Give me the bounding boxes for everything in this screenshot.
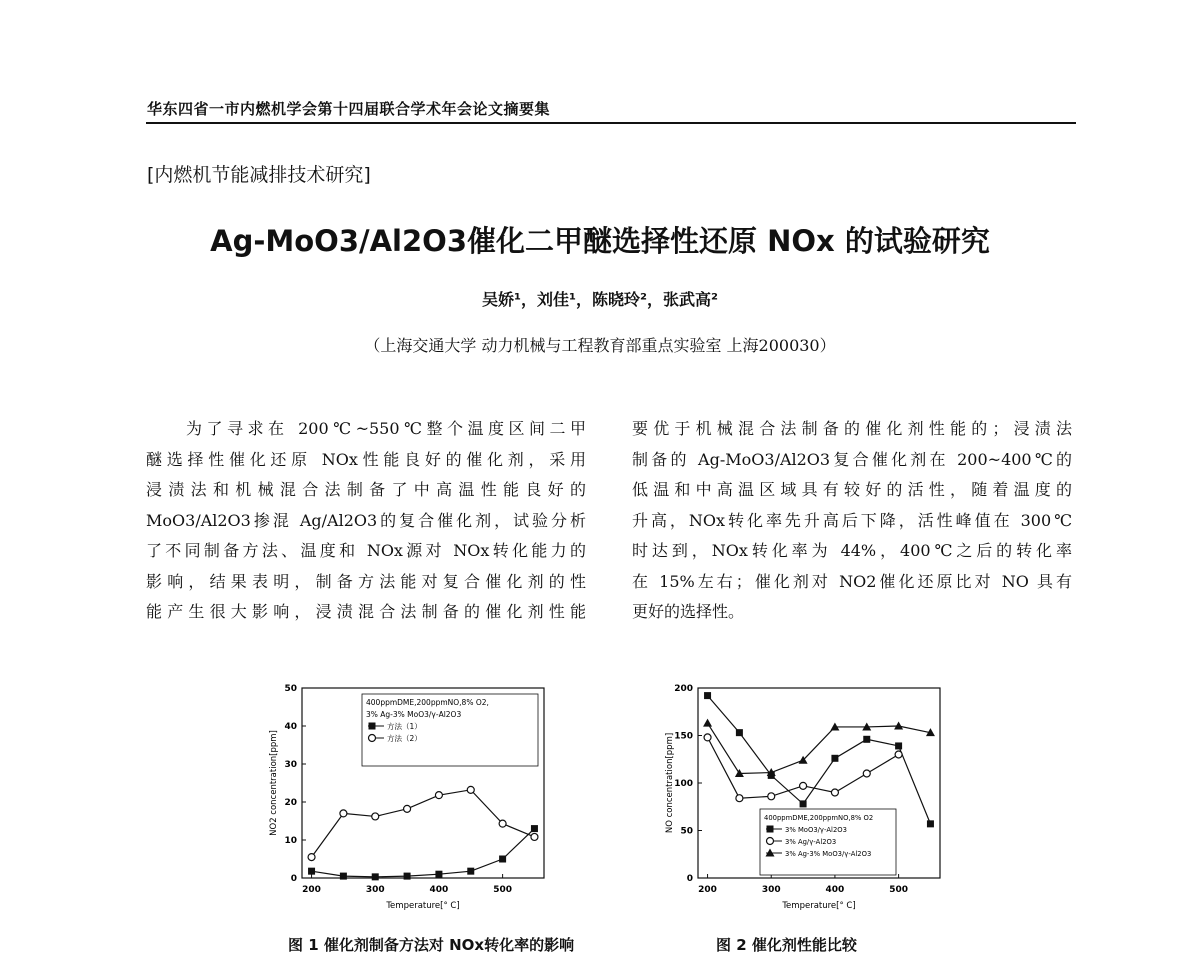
data-point-series-2 (736, 795, 743, 802)
legend-marker (369, 735, 376, 742)
authors: 吴娇¹，刘佳¹，陈晓玲²，张武高² (481, 290, 719, 309)
figure-2-caption: 图 2 催化剂性能比较 (716, 936, 857, 954)
header-rule (146, 122, 1076, 124)
data-point-series-2 (831, 789, 838, 796)
abstract-left-column (146, 414, 586, 628)
data-point-series-2 (895, 751, 902, 758)
x-tick-label: 300 (761, 885, 781, 895)
abstract-line: 要优于机械混合法制备的催化剂性能的；浸渍法 (632, 419, 1072, 438)
data-point-series-1 (435, 871, 442, 878)
abstract-line: 更好的选择性。 (632, 602, 745, 621)
affiliation: （上海交通大学 动力机械与工程教育部重点实验室 上海200030） (364, 336, 836, 355)
data-point-series-3 (703, 719, 712, 727)
data-point-series-1 (499, 856, 506, 863)
x-tick-label: 500 (493, 885, 513, 895)
data-point-series-2 (435, 792, 442, 799)
y-tick-label: 0 (686, 874, 693, 884)
data-point-series-1 (895, 742, 902, 749)
y-tick-label: 20 (284, 798, 297, 808)
series-line-1 (708, 696, 931, 824)
y-tick-label: 10 (284, 836, 297, 846)
data-point-series-2 (704, 734, 711, 741)
legend-entry: 3% MoO3/γ-Al2O3 (785, 826, 847, 834)
abstract-right-column (632, 414, 1072, 628)
y-tick-label: 150 (674, 731, 693, 742)
abstract-line: 浸渍法和机械混合法制备了中高温性能良好的 (146, 480, 586, 499)
data-point-series-2 (372, 813, 379, 820)
running-head: 华东四省一市内燃机学会第十四届联合学术年会论文摘要集 (147, 100, 551, 118)
y-tick-label: 100 (674, 779, 693, 789)
data-point-series-1 (308, 868, 315, 875)
data-point-series-1 (531, 825, 538, 832)
data-point-series-2 (340, 810, 347, 817)
data-point-series-1 (404, 873, 411, 880)
data-point-series-1 (736, 729, 743, 736)
legend-entry: 3% Ag-3% MoO3/γ-Al2O3 (785, 850, 872, 858)
abstract-line: 影响，结果表明，制备方法能对复合催化剂的性 (146, 571, 586, 591)
data-point-series-1 (340, 873, 347, 880)
y-tick-label: 0 (290, 874, 297, 884)
legend-title: 400ppmDME,200ppmNO,8% O2 (764, 814, 874, 822)
abstract-line: 醚选择性催化还原 NOx性能良好的催化剂，采用 (146, 449, 586, 469)
data-point-series-1 (800, 800, 807, 807)
data-point-series-1 (927, 820, 934, 827)
y-axis-label: NO concentration[ppm] (665, 732, 675, 834)
y-axis-label: NO2 concentration[ppm] (269, 730, 279, 836)
x-tick-label: 200 (698, 885, 717, 895)
data-point-series-1 (372, 873, 379, 880)
x-tick-label: 300 (365, 885, 385, 895)
data-point-series-2 (800, 782, 807, 789)
legend-title: 400ppmDME,200ppmNO,8% O2, (366, 698, 489, 707)
abstract-line: 为了寻求在 200℃~550℃整个温度区间二甲 (186, 419, 586, 438)
y-tick-label: 50 (680, 826, 693, 837)
data-point-series-2 (863, 770, 870, 777)
x-tick-label: 200 (302, 885, 321, 895)
legend-entry: 3% Ag/γ-Al2O3 (785, 838, 837, 846)
data-point-series-2 (499, 820, 506, 827)
figure-2-chart (652, 678, 952, 918)
x-axis-label: Temperature[° C] (782, 901, 856, 911)
y-tick-label: 30 (284, 760, 297, 770)
x-tick-label: 500 (889, 885, 909, 895)
data-point-series-1 (831, 755, 838, 762)
y-tick-label: 40 (284, 722, 297, 732)
abstract-line: 时达到，NOx转化率为 44%，400℃之后的转化率 (632, 541, 1072, 560)
abstract-line: 在 15%左右；催化剂对 NO2催化还原比对 NO 具有 (632, 571, 1072, 591)
data-point-series-2 (531, 833, 538, 840)
data-point-series-2 (308, 854, 315, 861)
legend-marker (767, 826, 774, 833)
data-point-series-2 (404, 805, 411, 812)
section-label: [内燃机节能减排技术研究] (147, 164, 371, 186)
series-line-1 (312, 829, 535, 877)
y-tick-label: 50 (284, 684, 297, 694)
abstract-line: 了不同制备方法、温度和 NOx源对 NOx转化能力的 (146, 541, 586, 560)
abstract-line: 能产生很大影响，浸渍混合法制备的催化剂性能 (146, 602, 586, 621)
data-point-series-2 (467, 786, 474, 793)
x-axis-label: Temperature[° C] (386, 901, 460, 911)
x-tick-label: 400 (825, 885, 845, 895)
data-point-series-1 (467, 868, 474, 875)
legend-entry: 方法（1） (387, 722, 422, 731)
legend-title: 3% Ag-3% MoO3/γ-Al2O3 (366, 710, 462, 719)
paper-title: Ag-MoO3/Al2O3催化二甲醚选择性还原 NOx 的试验研究 (210, 224, 990, 258)
abstract-line: 升高，NOx转化率先升高后下降，活性峰值在 300℃ (632, 510, 1072, 530)
y-tick-label: 200 (674, 684, 693, 694)
data-point-series-1 (863, 736, 870, 743)
abstract-line: 低温和中高温区域具有较好的活性，随着温度的 (632, 480, 1072, 499)
legend-marker (369, 723, 376, 730)
abstract-line: MoO3/Al2O3掺混 Ag/Al2O3的复合催化剂，试验分析 (146, 510, 586, 530)
legend-entry: 方法（2） (387, 734, 422, 743)
abstract-line: 制备的 Ag-MoO3/Al2O3复合催化剂在 200~400℃的 (632, 449, 1072, 469)
data-point-series-1 (704, 692, 711, 699)
data-point-series-2 (768, 793, 775, 800)
figure-1-chart (256, 678, 556, 918)
legend-marker (767, 838, 774, 845)
figure-1-caption: 图 1 催化剂制备方法对 NOx转化率的影响 (288, 936, 575, 954)
x-tick-label: 400 (429, 885, 449, 895)
